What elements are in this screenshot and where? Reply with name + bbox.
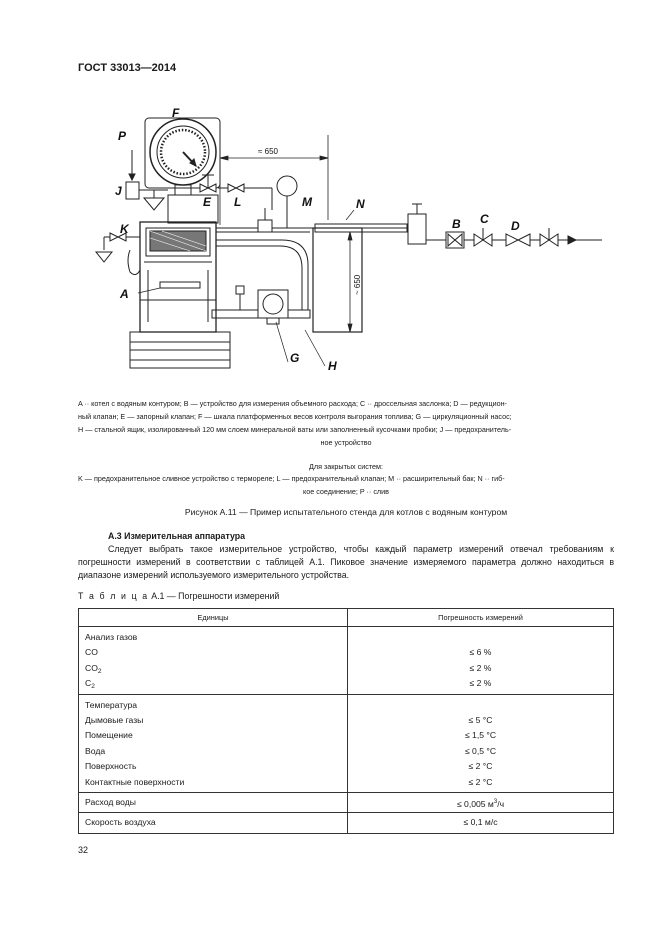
legend-line: кое соединение; P ·· слив <box>303 487 389 496</box>
scale-gauge-f <box>145 118 220 195</box>
dimension-horizontal: ≈ 650 <box>258 147 278 156</box>
label-b: B <box>452 217 461 231</box>
boiler-a <box>130 195 230 368</box>
label-j: J <box>115 184 122 198</box>
section-paragraph: Следует выбрать такое измерительное устройство, чтобы каждый параметр измерений отвечал требованиям к погрешности измерений в соответствии с таблицей А.1. Пиковое значение измеряемого параметра должно находиться в диапазоне измерений используемого измерительного устройства. <box>78 544 614 580</box>
table-cell-name: Дымовые газы <box>85 714 144 725</box>
circulation-loop <box>212 228 362 332</box>
test-bench-diagram <box>90 100 610 380</box>
closed-systems-title: Для закрытых систем: <box>309 462 383 471</box>
table-caption-text: — Погрешности измерений <box>166 591 280 601</box>
table-cell-name: Скорость воздуха <box>85 817 156 828</box>
table-cell-value: ≤ 1,5 °C <box>464 730 497 741</box>
table-cell-value: ≤ 0,5 °C <box>464 745 497 756</box>
table-cell-value <box>348 630 613 645</box>
drain-valve-k <box>96 233 140 275</box>
legend-line: A ·· котел с водяным контуром; B — устройство для измерения объемного расхода; C ·· дроссельная заслонка; D — редукцион- <box>78 399 507 408</box>
table-row <box>79 813 614 833</box>
label-e: E <box>203 195 212 209</box>
figure-caption: Рисунок А.11 — Пример испытательного стенда для котлов с водяным контуром <box>184 507 508 517</box>
accuracy-table <box>78 608 614 834</box>
table-cell-value: ≤ 5 °C <box>468 714 493 725</box>
table-cell-value: ≤ 0,1 м/с <box>463 817 498 828</box>
table-cell-value: ≤ 0,005 $м^3/ч$ <box>456 798 505 809</box>
label-k: K <box>120 222 129 236</box>
table-cell-value <box>348 698 613 713</box>
label-m: M <box>302 195 312 209</box>
table-cell-value: ≤ 2 % <box>469 678 492 689</box>
document-header: ГОСТ 33013—2014 <box>78 62 177 74</box>
table-row-group <box>79 627 614 695</box>
section-title: А.3 Измерительная аппаратура <box>108 531 246 541</box>
table-cell-name: Анализ газов <box>85 632 138 642</box>
label-p: P <box>118 129 127 143</box>
table-row-group <box>79 694 614 792</box>
label-c: C <box>480 212 489 226</box>
legend-line: H — стальной ящик, изолированный 120 мм слоем минеральной ваты или заполненный кусочками пробки; J — предохранитель- <box>78 425 512 434</box>
supply-line <box>330 204 602 248</box>
label-n: N <box>356 197 365 211</box>
table-caption <box>78 591 279 601</box>
table-cell-name: $C_2$ <box>85 678 95 691</box>
table-caption-prefix: Т а б л и ц а <box>78 591 149 601</box>
table-cell-name: $CO_2$ <box>85 662 102 675</box>
dimension-vertical: ~ 650 <box>353 274 362 295</box>
page-number: 32 <box>78 845 89 855</box>
table-cell-name: Поверхность <box>85 761 137 772</box>
legend-line: K — предохранительное сливное устройство с термореле; L — предохранительный клапан; M ·· расширительный бак; N ·· гиб- <box>78 474 505 483</box>
table-row <box>79 792 614 812</box>
label-h: H <box>328 359 337 373</box>
table-cell-name: Температура <box>85 699 138 710</box>
table-cell-name: CO <box>85 647 98 658</box>
table-cell-value: ≤ 2 % <box>469 662 492 673</box>
table-cell-name: Помещение <box>85 730 133 741</box>
label-g: G <box>290 351 300 365</box>
table-cell-value: ≤ 6 % <box>469 647 492 658</box>
column-header-units: Единицы <box>79 609 348 627</box>
table-caption-number: А.1 <box>151 591 165 601</box>
label-a: A <box>120 287 129 301</box>
table-cell-name: Вода <box>85 745 106 756</box>
label-d: D <box>511 219 520 233</box>
table-cell-name: Расход воды <box>85 796 136 807</box>
table-cell-value: ≤ 2 °C <box>468 776 493 787</box>
label-l: L <box>234 195 242 209</box>
label-f: F <box>172 106 180 120</box>
legend-line: ное устройство <box>320 438 372 447</box>
table-cell-name: Контактные поверхности <box>85 776 185 787</box>
column-header-accuracy: Погрешность измерений <box>348 609 614 627</box>
legend-line: ный клапан; E — запорный клапан; F — шкала платформенных весов контроля выгорания топлива; G — циркуляционный насос; <box>78 412 512 421</box>
table-cell-value: ≤ 2 °C <box>468 761 493 772</box>
